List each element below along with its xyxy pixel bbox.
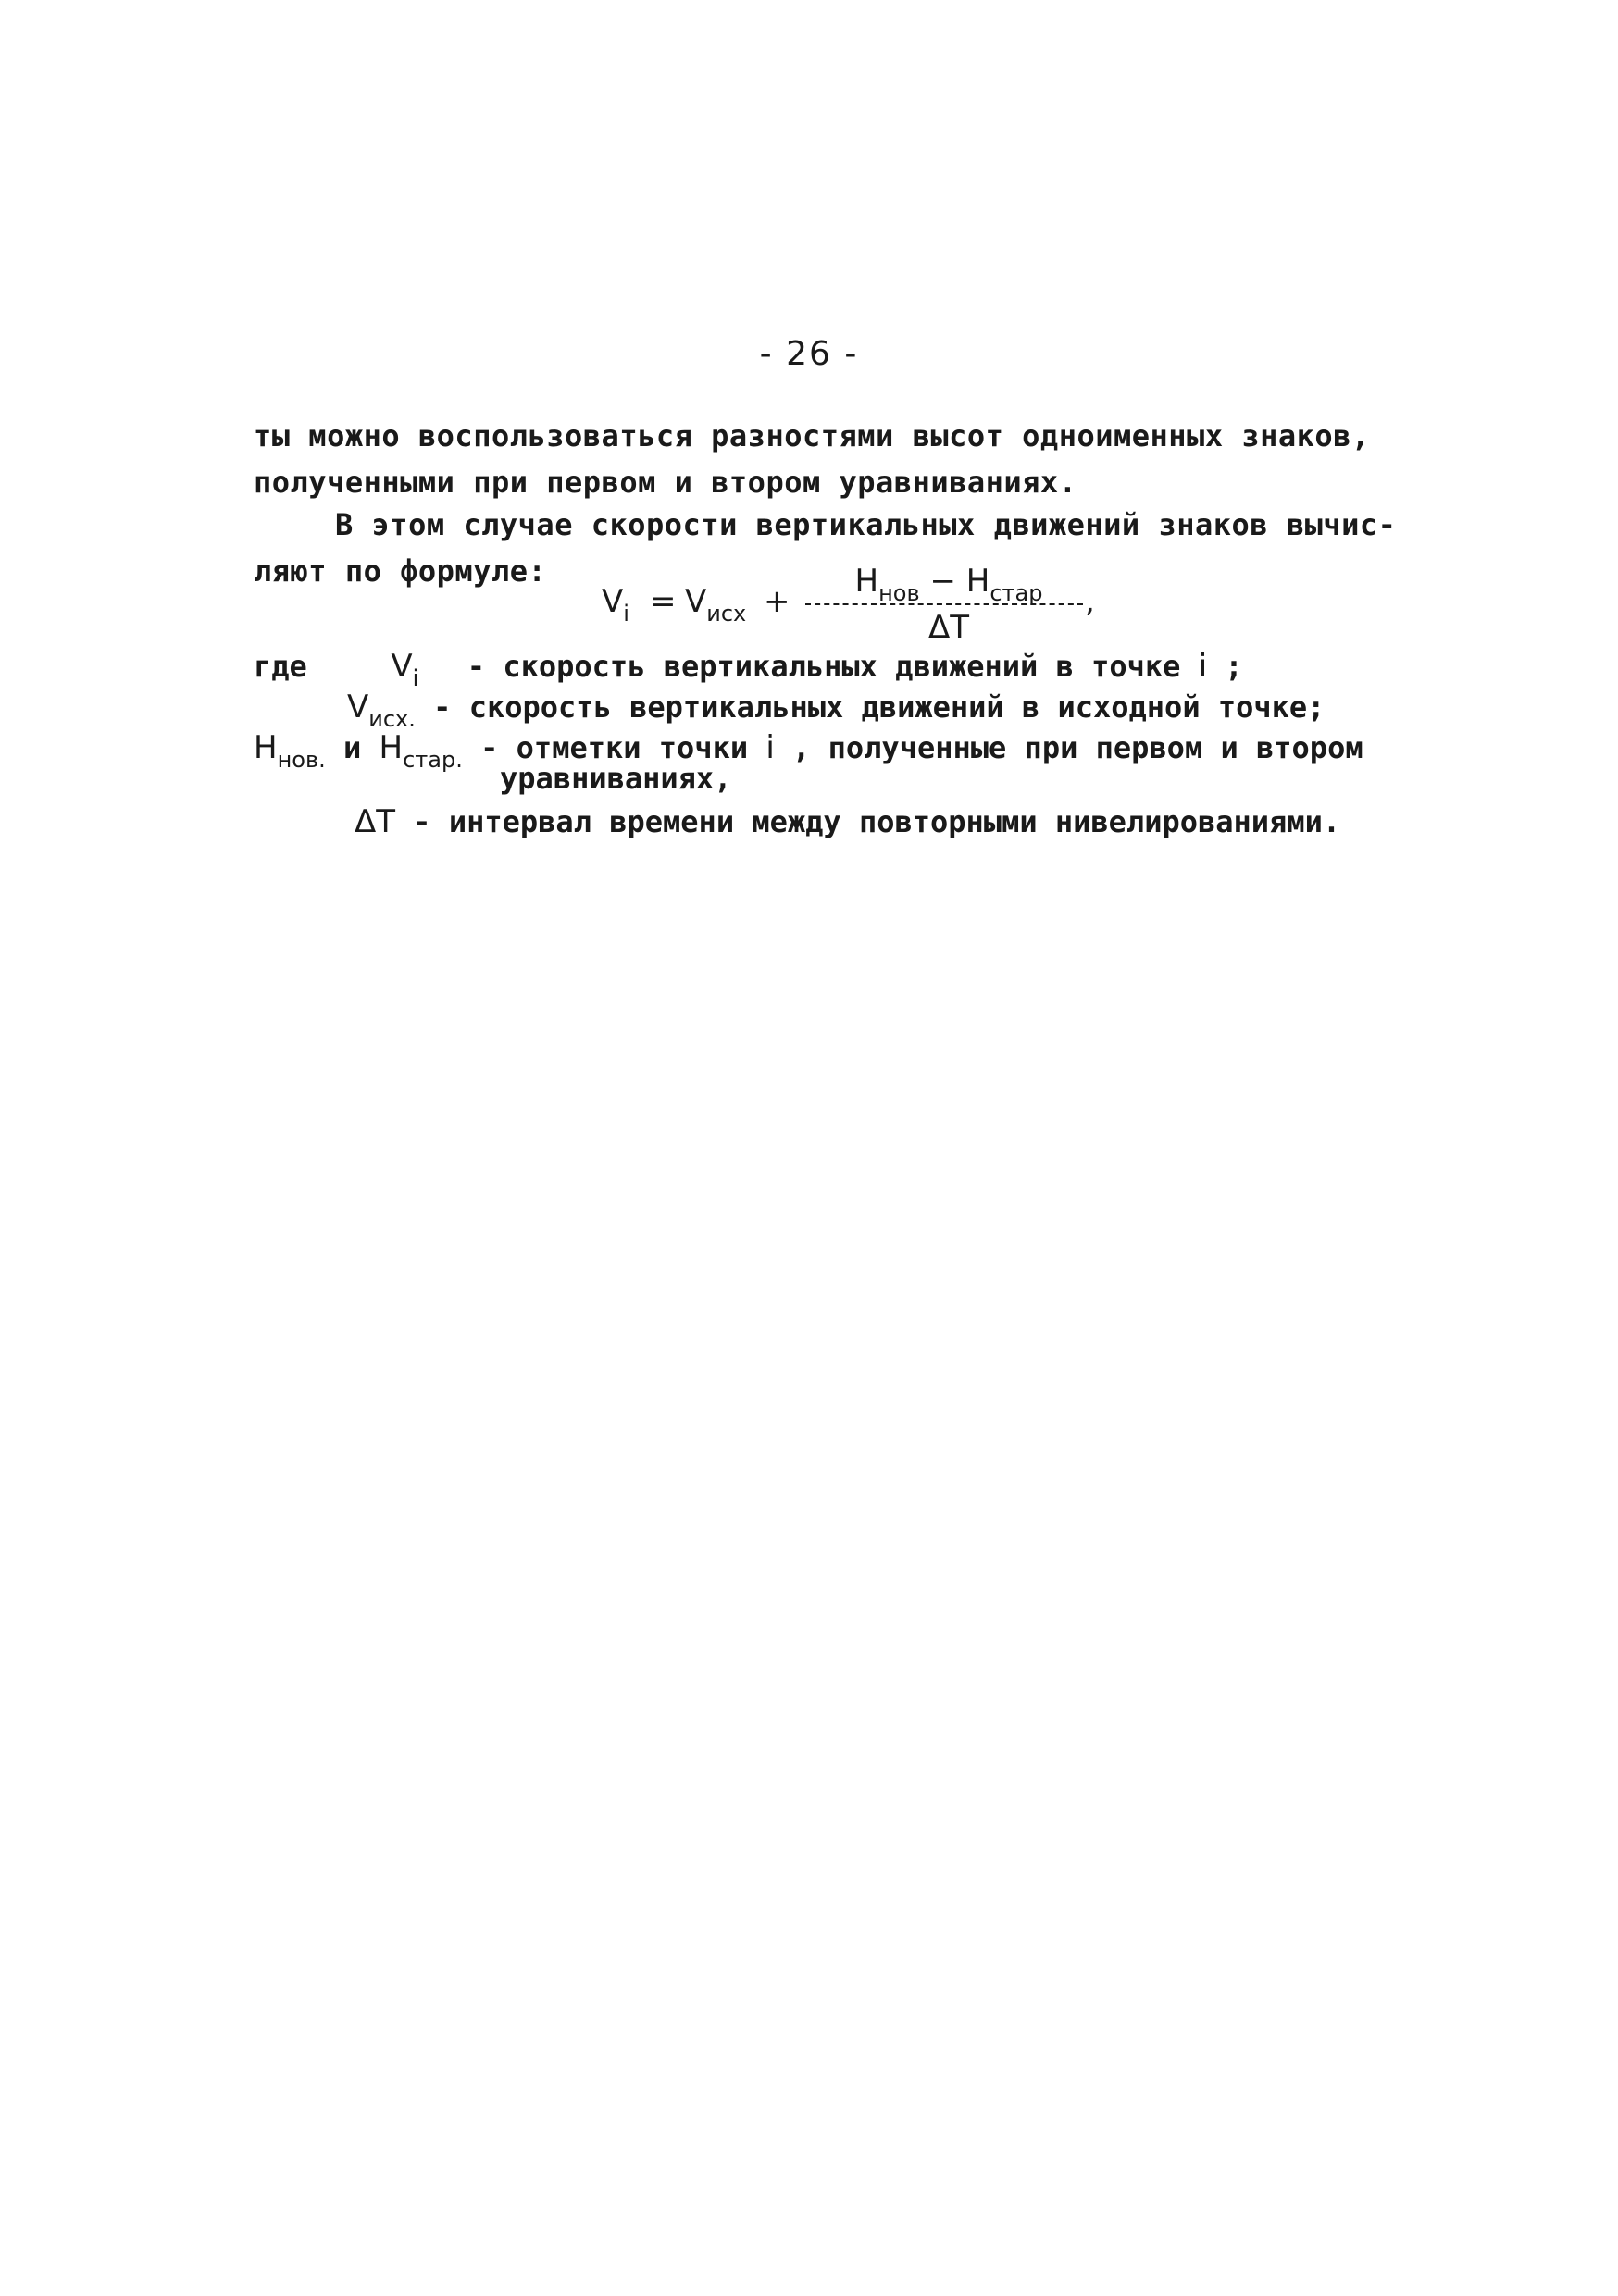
formula-num-h1: H	[854, 563, 879, 600]
def1-end: ;	[1225, 649, 1243, 684]
formula-equals: =	[650, 583, 677, 620]
formula-denominator: ΔT	[927, 609, 970, 646]
definition-row-3-continued	[500, 761, 731, 796]
formula-num-minus: −	[929, 563, 956, 600]
formula-lhs-symbol: V	[602, 583, 624, 620]
formula-fraction-bar	[805, 603, 1083, 605]
paragraph-1-line-2: полученными при первом и втором уравниваниях.	[254, 465, 1077, 500]
def3-symbol-1: H	[254, 729, 278, 766]
formula-numerator	[833, 563, 1064, 606]
def3-and: и	[343, 730, 362, 765]
def3-subscript-2: стар.	[403, 747, 463, 773]
paragraph-1-line-1: ты можно воспользоваться разностями высот одноименных знаков,	[254, 418, 1370, 453]
def3-text-c: уравниваниях,	[500, 761, 732, 796]
def4-text: - интервал времени между повторными нивелированиями.	[413, 804, 1341, 839]
formula-num-h2-subscript: стар	[989, 580, 1043, 606]
formula-num-h2: H	[965, 563, 990, 600]
def2-text: - скорость вертикальных движений в исходной точке;	[433, 689, 1326, 725]
formula-v0	[685, 583, 747, 627]
definition-row-2	[347, 689, 1326, 732]
def3-point: i	[765, 729, 775, 766]
def2-symbol: V	[347, 689, 369, 726]
definition-row-3	[254, 729, 1363, 773]
definition-row-4	[355, 803, 1340, 840]
where-label: где	[254, 649, 307, 684]
definition-row-1	[254, 648, 1243, 691]
formula-tail: ,	[1085, 583, 1095, 620]
formula-v0-subscript: исх	[706, 601, 747, 627]
formula-lhs-subscript: i	[623, 601, 629, 627]
paragraph-2-line-1: В этом случае скорости вертикальных движений знаков вычис-	[335, 507, 1397, 542]
def1-subscript: i	[412, 665, 419, 691]
paragraph-2-line-2: ляют по формуле:	[254, 553, 547, 589]
def3-symbol-2: H	[379, 729, 404, 766]
def3-text-a: - отметки точки	[480, 730, 749, 765]
page-number: - 26 -	[759, 335, 859, 373]
def3-text-b: , полученные при первом и втором	[792, 730, 1363, 765]
def4-symbol: ΔT	[355, 803, 396, 840]
formula-num-h1-subscript: нов	[878, 580, 920, 606]
def1-text: - скорость вертикальных движений в точке	[467, 649, 1181, 684]
formula-lhs	[602, 583, 629, 627]
def2-subscript: исх.	[368, 706, 416, 732]
def1-point: i	[1198, 648, 1208, 685]
formula-v0-symbol: V	[685, 583, 707, 620]
def3-subscript-1: нов.	[277, 747, 326, 773]
def1-symbol: V	[391, 648, 413, 685]
formula-plus: +	[764, 583, 790, 620]
